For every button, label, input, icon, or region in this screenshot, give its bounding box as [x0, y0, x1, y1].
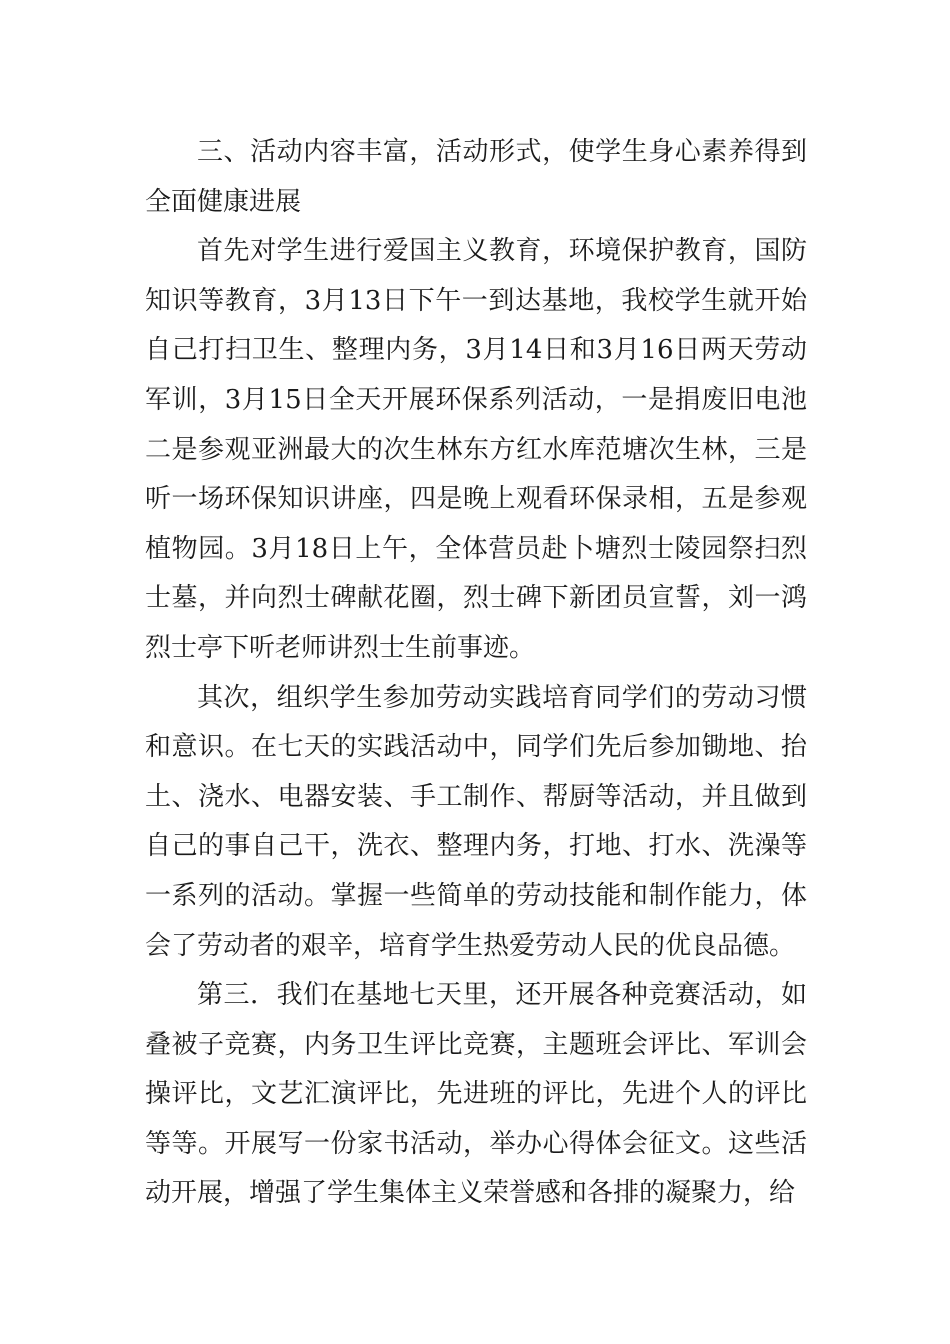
paragraph-section-heading: 三、活动内容丰富，活动形式，使学生身心素养得到全面健康进展: [145, 137, 807, 217]
paragraph-competitions: 第三．我们在基地七天里，还开展各种竞赛活动，如叠被子竞赛，内务卫生评比竞赛，主题班会评比、军训会操评比，文艺汇演评比，先进班的评比，先进个人的评比等等。开展写一份家书活动，举办心得体会征文。这些活动开展，增强了学生集体主义荣誉感和各排的凝聚力，给: [145, 980, 807, 1209]
paragraph-patriotic-education: 首先对学生进行爱国主义教育，环境保护教育，国防知识等教育，3月13日下午一到达基地，我校学生就开始自己打扫卫生、整理内务，3月14日和3月16日两天劳动军训，3月15日全天开展环保系列活动，一是捐废旧电池二是参观亚洲最大的次生林东方红水库范塘次生林，三是听一场环保知识讲座，四是晚上观看环保录相，五是参观植物园。3月18日上午，全体营员赴卜塘烈士陵园祭扫烈士墓，并向烈士碑献花圈，烈士碑下新团员宣誓，刘一鸿烈士亭下听老师讲烈士生前事迹。: [145, 236, 807, 663]
document-body: [145, 128, 807, 1219]
paragraph-labor-practice: 其次，组织学生参加劳动实践培育同学们的劳动习惯和意识。在七天的实践活动中，同学们先后参加锄地、抬土、浇水、电器安装、手工制作、帮厨等活动，并且做到自己的事自己干，洗衣、整理内务，打地、打水、洗澡等一系列的活动。掌握一些简单的劳动技能和制作能力，体会了劳动者的艰辛，培育学生热爱劳动人民的优良品德。: [145, 682, 807, 961]
